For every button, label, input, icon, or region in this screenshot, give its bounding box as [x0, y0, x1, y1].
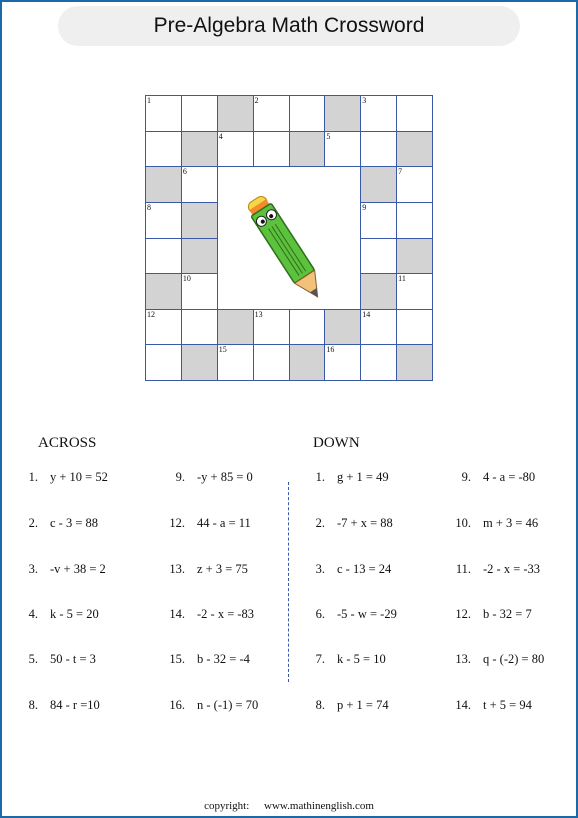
center-picture-area: [217, 166, 362, 310]
answer-cell[interactable]: [253, 344, 290, 381]
answer-cell[interactable]: [396, 202, 433, 239]
across-clue: [169, 607, 255, 622]
answer-cell[interactable]: [324, 131, 361, 168]
shaded-cell: [145, 273, 182, 310]
clue-number: 7.: [315, 652, 325, 666]
shaded-cell: [289, 344, 326, 381]
answer-cell[interactable]: [360, 309, 397, 346]
clue-equation: 50 - t = 3: [50, 652, 96, 666]
clue-equation: k - 5 = 20: [50, 607, 99, 621]
clue-number: 16.: [169, 698, 185, 712]
clue-equation: y + 10 = 52: [50, 470, 108, 484]
clue-number: 10.: [455, 516, 471, 530]
answer-cell[interactable]: [217, 344, 254, 381]
clue-number: 9.: [175, 470, 185, 484]
cell-number: 12: [147, 309, 155, 319]
answer-cell[interactable]: [324, 344, 361, 381]
down-heading: DOWN: [313, 435, 360, 451]
down-clue: [315, 652, 386, 667]
clue-equation: -v + 38 = 2: [50, 562, 106, 576]
shaded-cell: [289, 131, 326, 168]
clue-number: 8.: [28, 698, 38, 712]
clue-number: 3.: [28, 562, 38, 576]
clue-number: 12.: [169, 516, 185, 530]
answer-cell[interactable]: [181, 166, 218, 203]
answer-cell[interactable]: [396, 309, 433, 346]
answer-cell[interactable]: [360, 131, 397, 168]
clue-equation: k - 5 = 10: [337, 652, 386, 666]
clue-number: 4.: [28, 607, 38, 621]
clue-number: 9.: [461, 470, 471, 484]
clue-equation: n - (-1) = 70: [197, 698, 259, 712]
answer-cell[interactable]: [253, 95, 290, 132]
clue-number: 5.: [28, 652, 38, 666]
cell-number: 4: [218, 131, 223, 141]
down-clue: [315, 516, 393, 531]
answer-cell[interactable]: [396, 95, 433, 132]
answer-cell[interactable]: [253, 309, 290, 346]
clue-number: 6.: [315, 607, 325, 621]
cell-number: 14: [362, 309, 371, 319]
clue-equation: z + 3 = 75: [197, 562, 248, 576]
cell-number: 6: [182, 167, 187, 177]
shaded-cell: [145, 166, 182, 203]
across-clue: [28, 607, 99, 622]
cell-number: 13: [254, 309, 263, 319]
clue-equation: p + 1 = 74: [337, 698, 389, 712]
cell-number: 1: [147, 96, 151, 105]
across-clue: [28, 516, 99, 531]
column-divider: [288, 482, 289, 682]
across-clue: [28, 652, 96, 667]
shaded-cell: [181, 238, 218, 275]
answer-cell[interactable]: [360, 344, 397, 381]
cell-number: 2: [254, 96, 259, 105]
down-clue: [455, 698, 532, 713]
across-clue: [28, 470, 108, 485]
clue-equation: -7 + x = 88: [337, 516, 393, 530]
shaded-cell: [217, 309, 254, 346]
cell-number: 8: [147, 202, 151, 212]
website-link[interactable]: www.mathinenglish.com: [264, 800, 374, 812]
clue-number: 12.: [455, 607, 471, 621]
answer-cell[interactable]: [217, 131, 254, 168]
across-clue: [28, 698, 100, 713]
across-clue: [169, 516, 251, 531]
answer-cell[interactable]: [145, 95, 182, 132]
clue-number: 15.: [169, 652, 185, 666]
answer-cell[interactable]: [181, 309, 218, 346]
clue-number: 11.: [455, 562, 471, 576]
cell-number: 10: [182, 274, 191, 284]
cell-number: 5: [326, 131, 331, 141]
clue-equation: g + 1 = 49: [337, 470, 389, 484]
answer-cell[interactable]: [360, 95, 397, 132]
down-clue: [455, 652, 545, 667]
shaded-cell: [360, 166, 397, 203]
shaded-cell: [396, 131, 433, 168]
clue-number: 13.: [455, 652, 471, 666]
shaded-cell: [396, 238, 433, 275]
answer-cell[interactable]: [145, 238, 182, 275]
clue-equation: b - 32 = 7: [483, 607, 532, 621]
clue-equation: 44 - a = 11: [197, 516, 251, 530]
shaded-cell: [324, 309, 361, 346]
answer-cell[interactable]: [360, 202, 397, 239]
footer: [0, 800, 578, 812]
across-clue: [28, 562, 106, 577]
cell-number: 9: [362, 202, 367, 212]
clue-equation: m + 3 = 46: [483, 516, 539, 530]
cell-number: 11: [398, 274, 406, 284]
shaded-cell: [396, 344, 433, 381]
down-clue: [315, 562, 392, 577]
shaded-cell: [217, 95, 254, 132]
clue-number: 14.: [455, 698, 471, 712]
answer-cell[interactable]: [181, 95, 218, 132]
answer-cell[interactable]: [145, 202, 182, 239]
cell-number: 16: [326, 345, 335, 355]
across-heading: ACROSS: [38, 435, 97, 451]
answer-cell[interactable]: [145, 309, 182, 346]
down-clue: [315, 607, 397, 622]
crossword-grid: [145, 95, 432, 380]
clue-number: 2.: [28, 516, 38, 530]
worksheet-title: Pre-Algebra Math Crossword: [58, 6, 520, 46]
clue-equation: c - 13 = 24: [337, 562, 392, 576]
answer-cell[interactable]: [289, 95, 326, 132]
clue-number: 2.: [315, 516, 325, 530]
across-clue: [169, 698, 259, 713]
down-clue: [461, 470, 536, 485]
clue-number: 14.: [169, 607, 185, 621]
shaded-cell: [181, 202, 218, 239]
across-clue: [169, 652, 250, 667]
clue-equation: t + 5 = 94: [483, 698, 532, 712]
answer-cell[interactable]: [145, 344, 182, 381]
cell-number: 7: [398, 167, 403, 177]
answer-cell[interactable]: [360, 238, 397, 275]
clue-equation: 4 - a = -80: [483, 470, 536, 484]
clue-number: 1.: [28, 470, 38, 484]
answer-cell[interactable]: [145, 131, 182, 168]
clue-number: 13.: [169, 562, 185, 576]
pencil-mascot-icon: [218, 167, 361, 310]
clue-number: 3.: [315, 562, 325, 576]
across-clue: [175, 470, 253, 485]
down-clue: [455, 516, 539, 531]
clue-equation: -2 - x = -83: [197, 607, 255, 621]
clue-equation: -2 - x = -33: [483, 562, 541, 576]
clue-equation: b - 32 = -4: [197, 652, 250, 666]
answer-cell[interactable]: [253, 131, 290, 168]
clue-equation: q - (-2) = 80: [483, 652, 545, 666]
cell-number: 3: [362, 96, 367, 105]
copyright-label: copyright:: [204, 800, 250, 812]
clue-equation: 84 - r =10: [50, 698, 100, 712]
cell-number: 15: [218, 345, 227, 355]
down-clue: [315, 470, 389, 485]
clue-equation: -5 - w = -29: [337, 607, 397, 621]
shaded-cell: [181, 131, 218, 168]
answer-cell[interactable]: [289, 309, 326, 346]
down-clue: [455, 607, 532, 622]
shaded-cell: [360, 273, 397, 310]
clue-equation: -y + 85 = 0: [197, 470, 253, 484]
answer-cell[interactable]: [181, 273, 218, 310]
answer-cell[interactable]: [396, 273, 433, 310]
shaded-cell: [324, 95, 361, 132]
down-clue: [315, 698, 389, 713]
answer-cell[interactable]: [396, 166, 433, 203]
across-clue: [169, 562, 248, 577]
shaded-cell: [181, 344, 218, 381]
down-clue: [455, 562, 541, 577]
clue-number: 8.: [315, 698, 325, 712]
clue-equation: c - 3 = 88: [50, 516, 99, 530]
clue-number: 1.: [315, 470, 325, 484]
